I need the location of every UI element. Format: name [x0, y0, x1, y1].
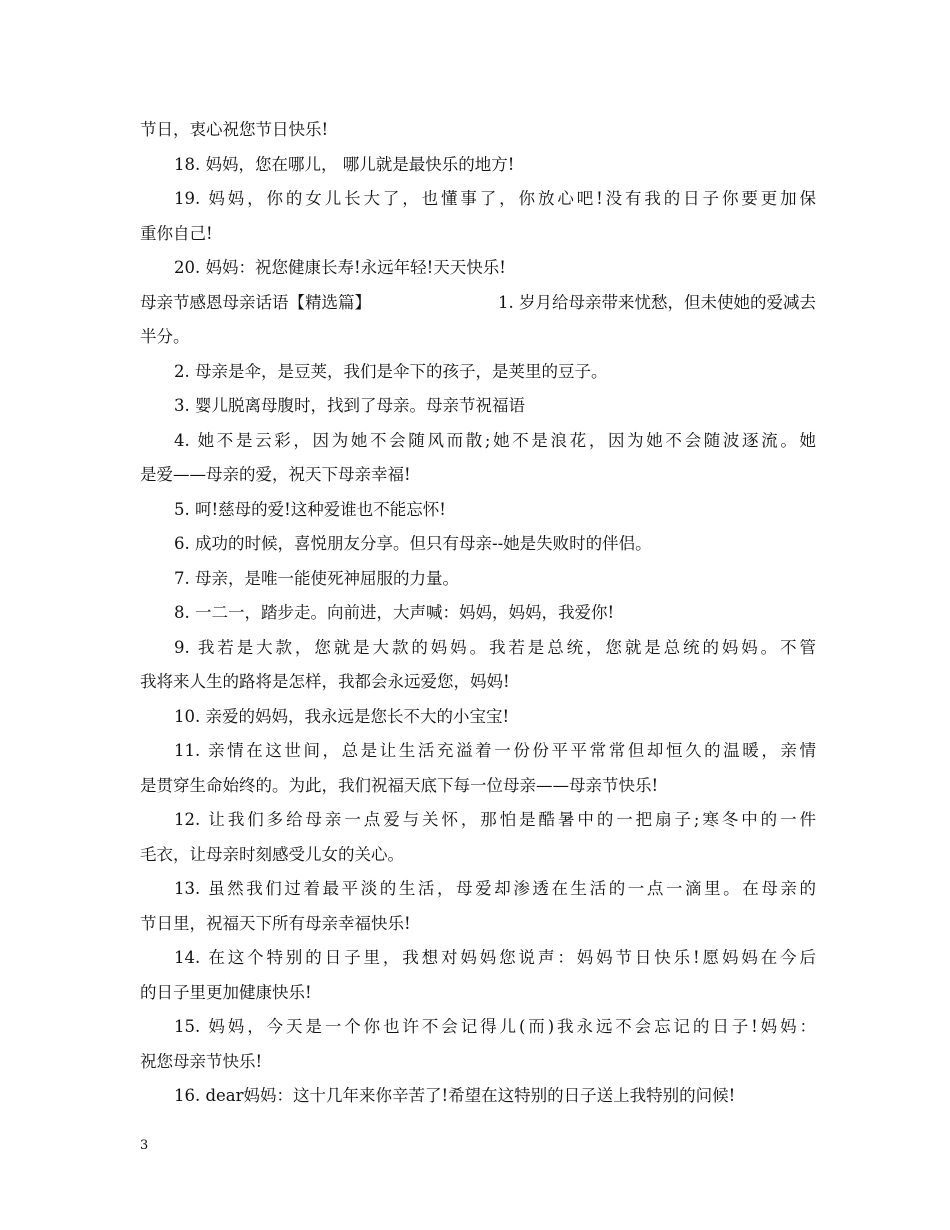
text-line: 15. 妈妈，今天是一个你也许不会记得儿(而)我永远不会忘记的日子!妈妈：	[174, 1017, 816, 1036]
text-line: 节日，衷心祝您节日快乐!	[140, 120, 329, 139]
text-line: 9. 我若是大款，您就是大款的妈妈。我若是总统，您就是总统的妈妈。不管	[174, 637, 816, 657]
section-heading-line	[140, 286, 816, 321]
text-line: 是贯穿生命始终的。为此，我们祝福天底下每一位母亲——母亲节快乐!	[140, 775, 659, 795]
text-line: 14. 在这个特别的日子里，我想对妈妈您说声：妈妈节日快乐!愿妈妈在今后	[174, 948, 816, 967]
text-line: 10. 亲爱的妈妈，我永远是您长不大的小宝宝!	[174, 706, 510, 726]
text-line: 我将来人生的路将是怎样，我都会永远爱您，妈妈!	[140, 672, 510, 691]
text-line: 4. 她不是云彩，因为她不会随风而散;她不是浪花，因为她不会随波逐流。她	[174, 430, 816, 450]
text-line: 半分。	[140, 327, 190, 346]
text-line: 2. 母亲是伞，是豆荚，我们是伞下的孩子，是荚里的豆子。	[174, 361, 608, 381]
text-line: 18. 妈妈，您在哪儿， 哪儿就是最快乐的地方!	[174, 154, 515, 174]
text-line: 19. 妈妈，你的女儿长大了，也懂事了，你放心吧!没有我的日子你要更加保	[174, 189, 816, 208]
text-line: 7. 母亲，是唯一能使死神屈服的力量。	[174, 568, 459, 588]
text-line: 是爱——母亲的爱，祝天下母亲幸福!	[140, 465, 411, 484]
text-line: 节日里，祝福天下所有母亲幸福快乐!	[140, 913, 411, 933]
text-line: 1. 岁月给母亲带来忧愁，但未使她的爱减去	[498, 292, 816, 312]
text-line: 重你自己!	[140, 223, 213, 243]
page-number: 3	[140, 1138, 149, 1153]
text-line: 的日子里更加健康快乐!	[140, 982, 312, 1002]
text-line: 3. 婴儿脱离母腹时，找到了母亲。母亲节祝福语	[174, 396, 525, 415]
text-line: 20. 妈妈：祝您健康长寿!永远年轻!天天快乐!	[174, 258, 506, 277]
text-line: 6. 成功的时候，喜悦朋友分享。但只有母亲--她是失败时的伴侣。	[174, 534, 652, 553]
document-body	[140, 113, 816, 1114]
section-heading: 母亲节感恩母亲话语【精选篇】	[140, 292, 371, 312]
text-line: 13. 虽然我们过着最平淡的生活，母爱却渗透在生活的一点一滴里。在母亲的	[174, 879, 816, 898]
text-line: 8. 一二一，踏步走。向前进，大声喊：妈妈，妈妈，我爱你!	[174, 603, 615, 622]
text-line: 5. 呵!慈母的爱!这种爱谁也不能忘怀!	[174, 499, 446, 519]
text-line: 16. dear妈妈：这十几年来你辛苦了!希望在这特别的日子送上我特别的问候!	[174, 1086, 736, 1105]
text-line: 祝您母亲节快乐!	[140, 1051, 263, 1071]
text-line: 12. 让我们多给母亲一点爱与关怀，那怕是酷暑中的一把扇子;寒冬中的一件	[174, 810, 816, 829]
text-line: 11. 亲情在这世间，总是让生活充溢着一份份平平常常但却恒久的温暖，亲情	[174, 741, 816, 760]
text-line: 毛衣，让母亲时刻感受儿女的关心。	[140, 844, 404, 864]
